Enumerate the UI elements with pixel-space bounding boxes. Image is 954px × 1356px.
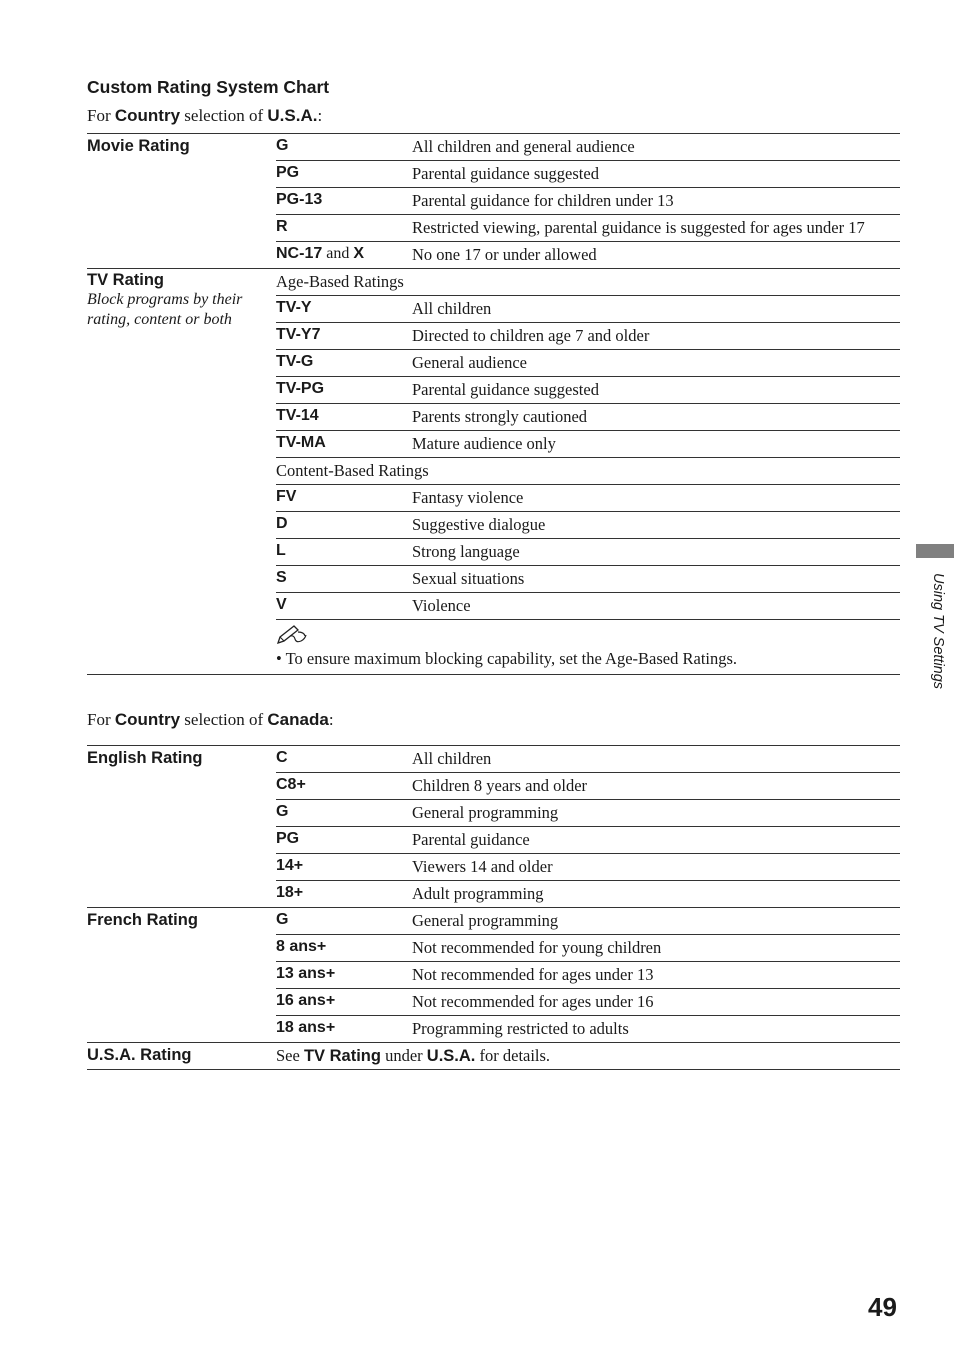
rating-code: C8+ [276,776,306,793]
rating-code: TV-Y [276,299,312,316]
table-row [276,773,900,800]
rating-desc: General programming [412,803,559,822]
rating-code: 18+ [276,884,304,901]
table-row [276,215,900,242]
table-row [276,377,900,404]
table-row [276,962,900,989]
usa-rating-label: U.S.A. Rating [87,1046,192,1064]
page-number: 49 [868,1292,897,1322]
rating-desc: Sexual situations [412,569,525,588]
rating-code: G [276,803,289,820]
table-row [276,593,900,620]
rating-code: TV-PG [276,380,325,397]
movie-rating-group [87,134,900,269]
table-row [276,800,900,827]
usa-intro: For Country selection of U.S.A.: [87,106,323,125]
rating-desc: All children [412,749,492,768]
tv-rating-label: TV Rating [87,271,164,289]
age-based-header: Age-Based Ratings [276,269,900,296]
rating-desc: Restricted viewing, parental guidance is suggested for ages under 17 [412,218,865,237]
rating-code: D [276,515,288,532]
table-row [276,746,900,773]
section-tab-marker [916,544,954,558]
rating-desc: Viewers 14 and older [412,857,553,876]
table-row [276,539,900,566]
rating-code: L [276,542,286,559]
rating-desc: Parental guidance suggested [412,164,599,183]
rating-desc: Adult programming [412,884,544,903]
movie-rating-label: Movie Rating [87,137,190,155]
rating-code: TV-G [276,353,314,370]
tv-rating-group [87,269,900,675]
table-row [276,1016,900,1042]
table-row [276,827,900,854]
tv-rating-sublabel: Block programs by their [87,291,243,308]
rating-desc: All children and general audience [412,137,635,156]
rating-desc: Parental guidance suggested [412,380,599,399]
english-rating-group [87,746,900,908]
table-row [276,854,900,881]
rating-desc: All children [412,299,492,318]
rating-code: TV-Y7 [276,326,321,343]
rating-code: 16 ans+ [276,992,336,1009]
note-text: • To ensure maximum blocking capability, set the Age-Based Ratings. [276,649,738,668]
table-row [276,134,900,161]
rating-code: TV-14 [276,407,319,424]
english-rating-label: English Rating [87,749,203,767]
rating-desc: Violence [412,596,471,615]
rating-code: 8 ans+ [276,938,327,955]
content-based-header: Content-Based Ratings [276,458,900,485]
table-row [276,908,900,935]
rating-desc: Parental guidance [412,830,530,849]
rating-code: 18 ans+ [276,1019,336,1036]
canada-rating-table [87,745,900,1070]
rating-desc: General programming [412,911,559,930]
rating-code: 14+ [276,857,304,874]
table-row [276,161,900,188]
rating-desc: Fantasy violence [412,488,524,507]
rating-code: 13 ans+ [276,965,336,982]
tv-rating-sublabel: rating, content or both [87,311,232,328]
table-row [276,431,900,458]
table-row [276,485,900,512]
table-row [276,989,900,1016]
rating-desc: Not recommended for ages under 16 [412,992,654,1011]
rating-code: PG [276,830,300,847]
table-row [276,296,900,323]
table-row [276,188,900,215]
french-rating-group [87,908,900,1043]
rating-code: PG [276,164,300,181]
table-row [276,242,900,268]
table-row [276,566,900,593]
rating-code: G [276,137,289,154]
rating-code: FV [276,488,297,505]
rating-desc: Mature audience only [412,434,556,453]
note-block [276,620,900,674]
usa-rating-group [87,1043,900,1070]
rating-desc: General audience [412,353,527,372]
page-title: Custom Rating System Chart [87,77,330,97]
table-row [276,935,900,962]
canada-intro: For Country selection of Canada: [87,710,334,729]
section-tab-label: Using TV Settings [930,573,946,690]
rating-desc: Not recommended for ages under 13 [412,965,654,984]
rating-desc: Parents strongly cautioned [412,407,588,426]
table-row [276,404,900,431]
table-row [276,881,900,907]
rating-desc: Children 8 years and older [412,776,588,795]
rating-desc: Not recommended for young children [412,938,662,957]
rating-code: G [276,911,289,928]
rating-code: NC-17 and X [276,245,365,262]
french-rating-label: French Rating [87,911,198,929]
rating-code: TV-MA [276,434,326,451]
rating-desc: Parental guidance for children under 13 [412,191,674,210]
rating-desc: Strong language [412,542,520,561]
usa-rating-reference: See TV Rating under U.S.A. for details. [276,1046,551,1065]
rating-desc: Programming restricted to adults [412,1019,629,1038]
rating-desc: Directed to children age 7 and older [412,326,650,345]
rating-code: V [276,596,287,613]
table-row [276,323,900,350]
rating-code: C [276,749,288,766]
table-row [276,350,900,377]
table-row [87,1043,900,1069]
rating-desc: Suggestive dialogue [412,515,546,534]
rating-code: R [276,218,288,235]
rating-code: PG-13 [276,191,323,208]
rating-code: S [276,569,287,586]
table-row [276,512,900,539]
rating-desc: No one 17 or under allowed [412,245,597,264]
usa-rating-table [87,133,900,675]
pencil-note-icon [276,624,308,651]
